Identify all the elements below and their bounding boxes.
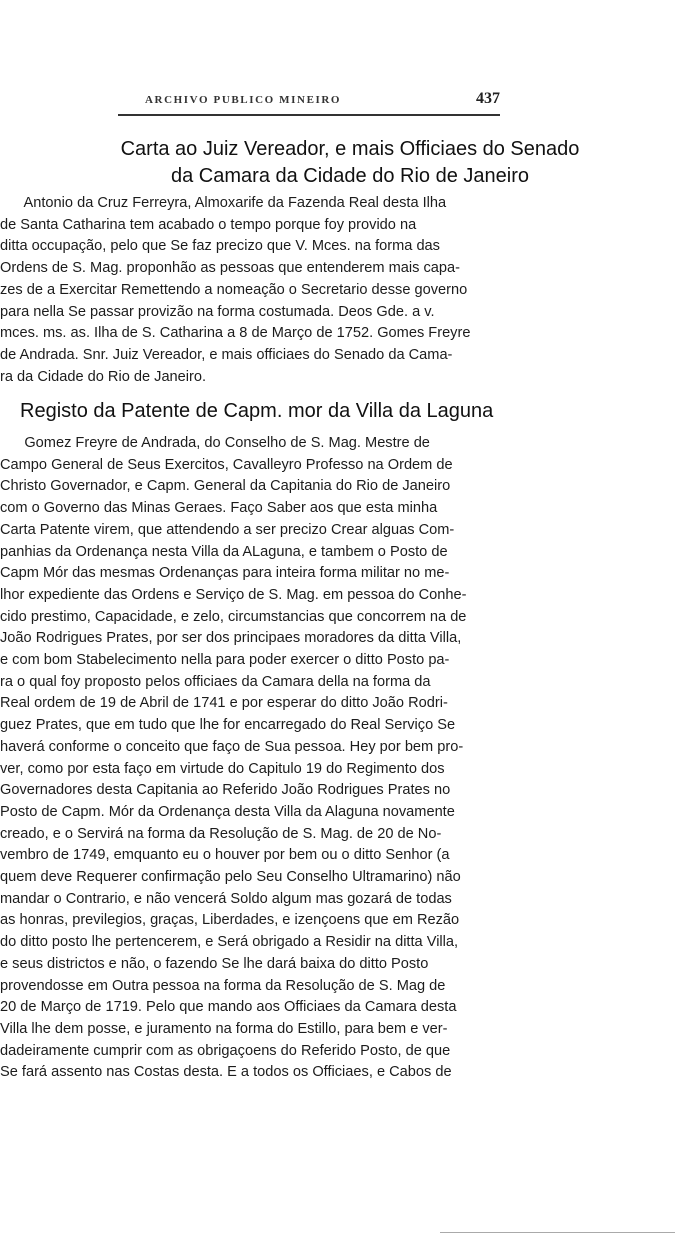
text-line: Christo Governador, e Capm. General da Capitania do Rio de Janeiro — [0, 478, 451, 495]
text-line: vembro de 1749, emquanto eu o houver por bem ou o ditto Senhor (a — [0, 847, 450, 864]
text-line: Posto de Capm. Mór da Ordenança desta Villa da Alaguna novamente — [0, 803, 455, 820]
text-line: lhor expediente das Ordens e Serviço de S. Mag. em pessoa do Conhe- — [0, 586, 467, 603]
text-line: ra da Cidade do Rio de Janeiro. — [0, 368, 207, 385]
text-line: Real ordem de 19 de Abril de 1741 e por esperar do ditto João Rodri- — [0, 695, 448, 712]
text-line: Governadores desta Capitania ao Referido João Rodrigues Prates no — [0, 782, 451, 799]
text-line: Capm Mór das mesmas Ordenanças para inteira forma militar no me- — [0, 565, 450, 582]
paragraph-registo — [0, 433, 668, 1084]
text-line: ditta occupação, pelo que Se faz precizo que V. Mces. na forma das — [0, 238, 440, 255]
text-line: panhias da Ordenança nesta Villa da ALaguna, e tambem o Posto de — [0, 543, 448, 560]
text-line: haverá conforme o conceito que faço de Sua pessoa. Hey por bem pro- — [0, 738, 464, 755]
text-line: Se fará assento nas Costas desta. E a todos os Officiaes, e Cabos de — [0, 1064, 452, 1081]
text-line: Carta Patente virem, que attendendo a ser precizo Crear alguas Com- — [0, 521, 455, 538]
text-line: e com bom Stabelecimento nella para poder exercer o ditto Posto pa- — [0, 652, 450, 669]
text-line: para nella Se passar provizão na forma costumada. Deos Gde. a v. — [0, 303, 435, 320]
running-header — [118, 92, 500, 116]
text-line: 20 de Março de 1719. Pelo que mando aos Officiaes da Camara desta — [0, 999, 457, 1016]
section-title-carta — [20, 136, 680, 190]
text-line: e seus districtos e não, o fazendo Se lhe dará baixa do ditto Posto — [0, 955, 429, 972]
text-line: creado, e o Servirá na forma da Resolução de S. Mag. de 20 de No- — [0, 825, 442, 842]
text-line: cido prestimo, Capacidade, e zelo, circumstancias que concorrem na de — [0, 608, 467, 625]
text-line: de Santa Catharina tem acabado o tempo porque foy provido na — [0, 216, 417, 233]
text-line: Antonio da Cruz Ferreyra, Almoxarife da Fazenda Real desta Ilha — [0, 195, 447, 211]
text-line: provendosse em Outra pessoa na forma da Resolução de S. Mag de — [0, 977, 446, 994]
footer-rule — [440, 1232, 675, 1233]
text-line: Villa lhe dem posse, e juramento na forma do Estillo, para bem e ver- — [0, 1020, 448, 1037]
page-number: 437 — [476, 90, 500, 107]
text-line: guez Prates, que em tudo que lhe for encarregado do Real Serviço Se — [0, 717, 456, 734]
text-line: as honras, previlegios, graças, Liberdades, e izençoens que em Rezão — [0, 912, 460, 929]
text-line: zes de a Exercitar Remettendo a nomeação o Secretario desse governo — [0, 281, 468, 298]
text-line: mandar o Contrario, e não vencerá Soldo algum mas gozará de todas — [0, 890, 452, 907]
text-line: Ordens de S. Mag. proponhão as pessoas que entenderem mais capa- — [0, 260, 460, 277]
text-line: ver, como por esta faço em virtude do Capitulo 19 do Regimento dos — [0, 760, 445, 777]
text-line: com o Governo das Minas Geraes. Faço Saber aos que esta minha — [0, 500, 438, 517]
text-line: Campo General de Seus Exercitos, Cavalleyro Professo na Ordem de — [0, 456, 453, 473]
text-line: mces. ms. as. Ilha de S. Catharina a 8 de Março de 1752. Gomes Freyre — [0, 325, 471, 342]
text-line: quem deve Requerer confirmação pelo Seu Conselho Ultramarino) não — [0, 869, 461, 886]
text-line: dadeiramente cumprir com as obrigaçoens do Referido Posto, de que — [0, 1042, 451, 1059]
journal-name: ARCHIVO PUBLICO MINEIRO — [145, 94, 342, 106]
text-line: João Rodrigues Prates, por ser dos principaes moradores da ditta Villa, — [0, 630, 462, 647]
paragraph-carta — [0, 193, 668, 388]
section-title-registo: Registo da Patente de Capm. mor da Villa da Laguna — [20, 400, 494, 422]
text-line: de Andrada. Snr. Juiz Vereador, e mais officiaes do Senado da Cama- — [0, 346, 453, 363]
section-title-line: da Camara da Cidade do Rio de Janeiro — [171, 165, 529, 187]
section-title-line: Carta ao Juiz Vereador, e mais Officiaes do Senado — [120, 138, 580, 160]
text-line: Gomez Freyre de Andrada, do Conselho de S. Mag. Mestre de — [0, 435, 430, 451]
text-line: do ditto posto lhe pertencerem, e Será obrigado a Residir na ditta Villa, — [0, 934, 459, 951]
text-line: ra o qual foy proposto pelos officiaes da Camara della na forma da — [0, 673, 431, 690]
